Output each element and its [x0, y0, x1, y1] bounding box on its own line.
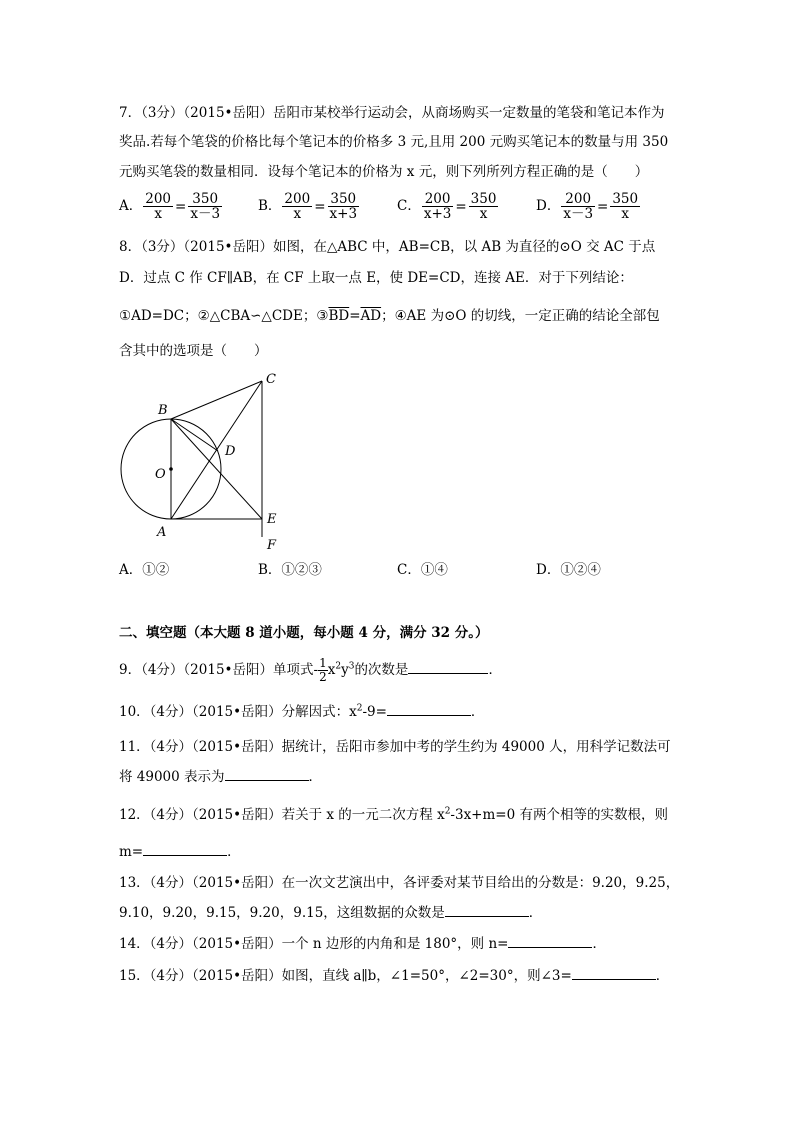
q7-option-b: B． $\frac{200}{x}$ = $\frac{350}{x+3}$ [258, 191, 358, 222]
q7-option-c: C． $\frac{200}{x+3}$ = $\frac{350}{x}$ [397, 191, 497, 222]
q8-option-b: B．①②③ [258, 562, 322, 578]
q15: 15．（4分）（2015•岳阳）如图，直线 a∥b，∠1=50°，∠2=30°，则∠3= ． [119, 968, 670, 984]
q12-line1: 12．（4分）（2015•岳阳）若关于 x 的一元二次方程 $x^2-3x+m=0$ 有两个相等的实数根，则 [119, 806, 668, 823]
q8-option-a: A．①② [119, 562, 170, 578]
q8-line1: 8．（3分）（2015•岳阳）如图，在△ABC 中，AB=CB，以 AB 为直径的⊙O 交 AC 于点 [119, 239, 656, 255]
answer-blank [445, 904, 529, 917]
q14: 14．（4分）（2015•岳阳）一个 n 边形的内角和是 180°，则 n= ． [119, 936, 606, 952]
label-e: E [267, 512, 277, 527]
answer-blank [143, 843, 227, 856]
segment-bc [171, 381, 262, 419]
center-dot [169, 467, 173, 471]
label-b: B [158, 403, 168, 418]
segment-be [171, 419, 262, 519]
q8-option-d: D．①②④ [536, 562, 601, 578]
q7-option-a: A． $\frac{200}{x}$ = $\frac{350}{x-3}$ [119, 191, 221, 222]
q8-line3: ①AD=DC；②△CBA∽△CDE；$③\overline{BD}=\overline{AD}$；④AE 为⊙O 的切线，一定正确的结论全部包 [119, 308, 660, 324]
q12-line2: m= ． [119, 844, 241, 860]
q13-line2: 9.10，9.20，9.15，9.20，9.15，这组数据的众数是 ． [119, 905, 543, 921]
answer-blank [572, 967, 656, 980]
q8-line4: 含其中的选项是（ ） [119, 343, 268, 359]
q11-line1: 11．（4分）（2015•岳阳）据统计，岳阳市参加中考的学生约为 49000 人，用科学记数法可 [119, 739, 671, 755]
section-2-title: 二、填空题（本大题 8 道小题，每小题 4 分，满分 32 分。） [119, 625, 489, 641]
arc-ad: $\overline{AD}$ [360, 308, 382, 324]
q11-line2: 将 49000 表示为 ． [119, 769, 323, 785]
arc-bd: $\overline{BD}$ [328, 308, 350, 324]
q8-option-c: C．①④ [397, 562, 448, 578]
q7-line2: 奖品.若每个笔袋的价格比每个笔记本的价格多 3 元,且用 200 元购买笔记本的数量与用 350 [119, 134, 669, 150]
q8-line2: D．过点 C 作 CF∥AB，在 CF 上取一点 E，使 DE=CD，连接 AE．对于下列结论： [119, 270, 633, 286]
geometry-figure [110, 365, 300, 555]
answer-blank [225, 768, 309, 781]
q10: 10．（4分）（2015•岳阳）分解因式：$x^2-9=$ ． [119, 703, 485, 720]
label-a: A [157, 525, 167, 540]
q9: 9．（4分）（2015•岳阳）单项式- $\frac{1}{2}$ $x^2y^3$的次数是 ． [119, 656, 502, 684]
q7-option-d: D． $\frac{200}{x-3}$ = $\frac{350}{x}$ [536, 191, 639, 222]
answer-blank [508, 935, 592, 948]
answer-blank [408, 661, 488, 674]
label-c: C [266, 372, 276, 387]
label-f: F [267, 538, 277, 553]
q7-line1: 7．（3分）（2015•岳阳）岳阳市某校举行运动会，从商场购买一定数量的笔袋和笔记本作为 [119, 105, 665, 121]
segment-bd [171, 419, 218, 451]
q7-line3: 元购买笔袋的数量相同．设每个笔记本的价格为 x 元，则下列所列方程正确的是（ ） [119, 164, 649, 180]
label-d: D [225, 444, 236, 459]
q13-line1: 13．（4分）（2015•岳阳）在一次文艺演出中，各评委对某节目给出的分数是：9.20，9.25， [119, 875, 680, 891]
label-o: O [155, 467, 166, 482]
answer-blank [387, 703, 471, 716]
